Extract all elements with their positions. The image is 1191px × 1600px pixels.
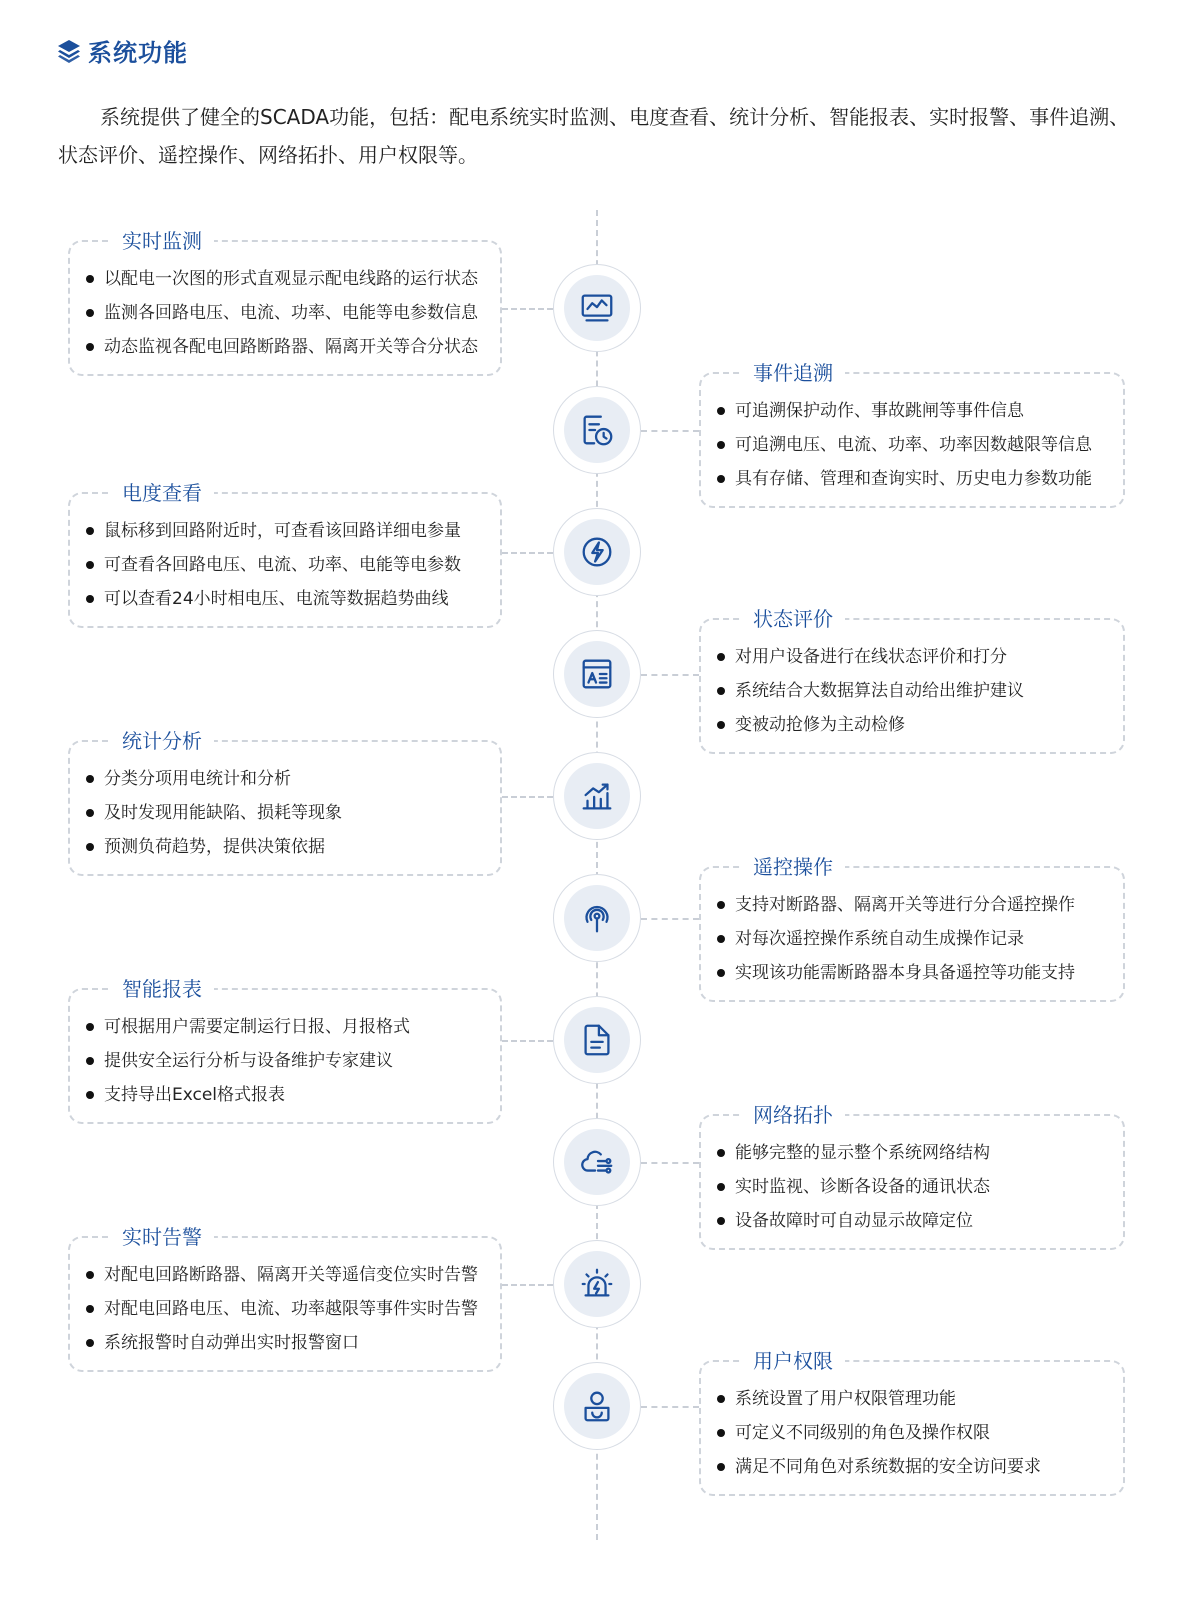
card-title: 实时监测 [110,226,214,256]
connector-line [641,1162,699,1164]
card-title: 统计分析 [110,726,214,756]
list-item: 对用户设备进行在线状态评价和打分 [715,640,1103,674]
timeline-node [553,1362,641,1450]
report-icon [578,1021,616,1059]
list-item: 可查看各回路电压、电流、功率、电能等电参数 [84,548,480,582]
feature-card-status-evaluation [699,607,1125,754]
connector-line [641,1406,699,1408]
user-icon [578,1387,616,1425]
feature-card-network-topology [699,1103,1125,1250]
feature-card-user-permission [699,1349,1125,1496]
card-title: 实时告警 [110,1222,214,1252]
evaluation-icon [578,655,616,693]
list-item: 分类分项用电统计和分析 [84,762,480,796]
page-title: 系统功能 [88,38,188,67]
alarm-light-icon [578,1265,616,1303]
list-item: 系统结合大数据算法自动给出维护建议 [715,674,1103,708]
connector-line [502,308,553,310]
signal-icon [578,899,616,937]
list-item: 变被动抢修为主动检修 [715,708,1103,742]
list-item: 动态监视各配电回路断路器、隔离开关等合分状态 [84,330,480,364]
list-item: 可根据用户需要定制运行日报、月报格式 [84,1010,480,1044]
timeline-node [553,752,641,840]
list-item: 系统设置了用户权限管理功能 [715,1382,1103,1416]
lightning-icon [578,533,616,571]
list-item: 对配电回路电压、电流、功率越限等事件实时告警 [84,1292,480,1326]
timeline-node [553,1240,641,1328]
list-item: 监测各回路电压、电流、功率、电能等电参数信息 [84,296,480,330]
list-item: 可以查看24小时相电压、电流等数据趋势曲线 [84,582,480,616]
intro-paragraph: 系统提供了健全的SCADA功能，包括：配电系统实时监测、电度查看、统计分析、智能报表、实时报警、事件追溯、状态评价、遥控操作、网络拓扑、用户权限等。 [58,105,1130,167]
card-title: 遥控操作 [741,852,845,882]
connector-line [502,796,553,798]
layers-icon [56,37,82,63]
list-item: 可定义不同级别的角色及操作权限 [715,1416,1103,1450]
list-item: 对每次遥控操作系统自动生成操作记录 [715,922,1103,956]
timeline-node [553,386,641,474]
card-title: 状态评价 [741,604,845,634]
document-clock-icon [578,411,616,449]
list-item: 支持导出Excel格式报表 [84,1078,480,1112]
card-title: 电度查看 [110,478,214,508]
list-item: 可追溯保护动作、事故跳闸等事件信息 [715,394,1103,428]
timeline-node [553,996,641,1084]
connector-line [502,1284,553,1286]
list-item: 及时发现用能缺陷、损耗等现象 [84,796,480,830]
connector-line [641,430,699,432]
timeline-node [553,1118,641,1206]
list-item: 系统报警时自动弹出实时报警窗口 [84,1326,480,1360]
list-item: 以配电一次图的形式直观显示配电线路的运行状态 [84,262,480,296]
list-item: 能够完整的显示整个系统网络结构 [715,1136,1103,1170]
list-item: 对配电回路断路器、隔离开关等遥信变位实时告警 [84,1258,480,1292]
feature-card-realtime-alarm [68,1225,502,1372]
list-item: 具有存储、管理和查询实时、历史电力参数功能 [715,462,1103,496]
list-item: 满足不同角色对系统数据的安全访问要求 [715,1450,1103,1484]
monitor-icon [578,289,616,327]
timeline-node [553,508,641,596]
feature-card-remote-control [699,855,1125,1002]
feature-card-smart-report [68,977,502,1124]
timeline-node [553,630,641,718]
list-item: 可追溯电压、电流、功率、功率因数越限等信息 [715,428,1103,462]
card-title: 事件追溯 [741,358,845,388]
card-title: 用户权限 [741,1346,845,1376]
connector-line [502,1040,553,1042]
connector-line [641,918,699,920]
list-item: 实现该功能需断路器本身具备遥控等功能支持 [715,956,1103,990]
timeline-node [553,874,641,962]
list-item: 设备故障时可自动显示故障定位 [715,1204,1103,1238]
list-item: 实时监视、诊断各设备的通讯状态 [715,1170,1103,1204]
list-item: 提供安全运行分析与设备维护专家建议 [84,1044,480,1078]
connector-line [641,674,699,676]
card-title: 网络拓扑 [741,1100,845,1130]
section-header [56,30,188,70]
feature-card-statistics [68,729,502,876]
list-item: 鼠标移到回路附近时，可查看该回路详细电参量 [84,514,480,548]
feature-card-energy-view [68,481,502,628]
chart-trend-icon [578,777,616,815]
feature-card-realtime-monitoring [68,229,502,376]
card-title: 智能报表 [110,974,214,1004]
cloud-network-icon [578,1143,616,1181]
timeline-node [553,264,641,352]
connector-line [502,552,553,554]
feature-card-event-tracing [699,361,1125,508]
list-item: 支持对断路器、隔离开关等进行分合遥控操作 [715,888,1103,922]
list-item: 预测负荷趋势，提供决策依据 [84,830,480,864]
